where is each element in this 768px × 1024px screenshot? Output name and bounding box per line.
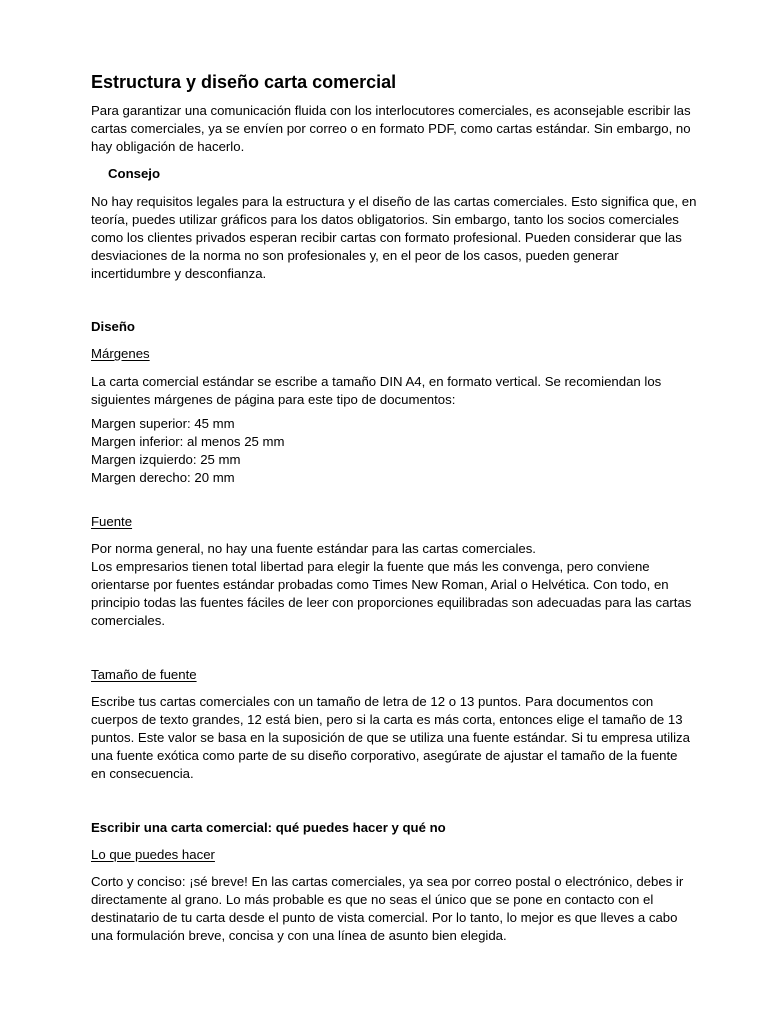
font-heading: Fuente (91, 514, 133, 529)
font-size-line: puntos. Este valor se basa en la suposición de que se utiliza una fuente estándar. Si tu empresa utiliza (91, 730, 690, 745)
can-do-line: destinatario de tu carta desde el punto de vista comercial. Por lo tanto, lo mejor es que lleves a cabo (91, 910, 678, 925)
intro-line: cartas comerciales, ya se envíen por correo o en formato PDF, como cartas estándar. Sin embargo, no (91, 121, 691, 136)
font-size-line: Escribe tus cartas comerciales con un tamaño de letra de 12 o 13 puntos. Para documentos con (91, 694, 654, 709)
font-line: Por norma general, no hay una fuente estándar para las cartas comerciales. (91, 541, 536, 556)
tip-line: No hay requisitos legales para la estructura y el diseño de las cartas comerciales. Esto significa que, en (91, 194, 697, 209)
tip-heading: Consejo (108, 166, 161, 181)
can-do-heading: Lo que puedes hacer (91, 847, 215, 862)
font-paragraph (91, 540, 691, 630)
tip-line: como los clientes privados esperan recibir cartas con formato profesional. Pueden considerar que las (91, 230, 682, 245)
design-heading: Diseño (91, 319, 135, 334)
font-size-line: en consecuencia. (91, 766, 194, 781)
tip-line: desviaciones de la norma no son profesionales y, en el peor de los casos, pueden generar (91, 248, 619, 263)
margin-item: Margen derecho: 20 mm (91, 470, 235, 485)
font-line: orientarse por fuentes estándar probadas como Times New Roman, Arial o Helvética. Con todo, en (91, 577, 669, 592)
margins-heading: Márgenes (91, 346, 150, 361)
font-line: Los empresarios tienen total libertad para elegir la fuente que más les convenga, pero conviene (91, 559, 650, 574)
margins-intro-paragraph (91, 373, 661, 409)
font-size-line: una fuente exótica como parte de su diseño corporativo, asegúrate de ajustar el tamaño de la fuente (91, 748, 678, 763)
tip-paragraph (91, 193, 696, 283)
can-do-line: una formulación breve, concisa y con una línea de asunto bien elegida. (91, 928, 507, 943)
can-do-line: directamente al grano. Lo más probable es que no seas el único que se pone en contacto con el (91, 892, 654, 907)
font-line: comerciales. (91, 613, 166, 628)
font-size-line: cuerpos de texto grandes, 12 está bien, pero si la carta es más corta, entonces elige el tamaño de 13 (91, 712, 683, 727)
intro-paragraph (91, 102, 691, 156)
font-line: principio todas las fuentes fáciles de leer con proporciones equilibradas son adecuadas para las cartas (91, 595, 692, 610)
margins-list (91, 415, 285, 487)
font-size-paragraph (91, 693, 690, 783)
document-title: Estructura y diseño carta comercial (91, 72, 397, 92)
tip-line: incertidumbre y desconfianza. (91, 266, 267, 281)
margin-item: Margen izquierdo: 25 mm (91, 452, 241, 467)
tip-line: teoría, puedes utilizar gráficos para los datos obligatorios. Sin embargo, tanto los socios comerciales (91, 212, 679, 227)
font-size-heading: Tamaño de fuente (91, 667, 197, 682)
margin-item: Margen superior: 45 mm (91, 416, 235, 431)
dos-and-donts-heading: Escribir una carta comercial: qué puedes hacer y qué no (91, 820, 446, 835)
margins-intro-line: siguientes márgenes de página para este tipo de documentos: (91, 392, 456, 407)
intro-line: hay obligación de hacerlo. (91, 139, 245, 154)
can-do-line: Corto y conciso: ¡sé breve! En las cartas comerciales, ya sea por correo postal o electrónico, debes ir (91, 874, 684, 889)
intro-line: Para garantizar una comunicación fluida con los interlocutores comerciales, es aconsejable escribir las (91, 103, 691, 118)
margins-intro-line: La carta comercial estándar se escribe a tamaño DIN A4, en formato vertical. Se recomiendan los (91, 374, 662, 389)
can-do-paragraph (91, 873, 683, 945)
margin-item: Margen inferior: al menos 25 mm (91, 434, 285, 449)
